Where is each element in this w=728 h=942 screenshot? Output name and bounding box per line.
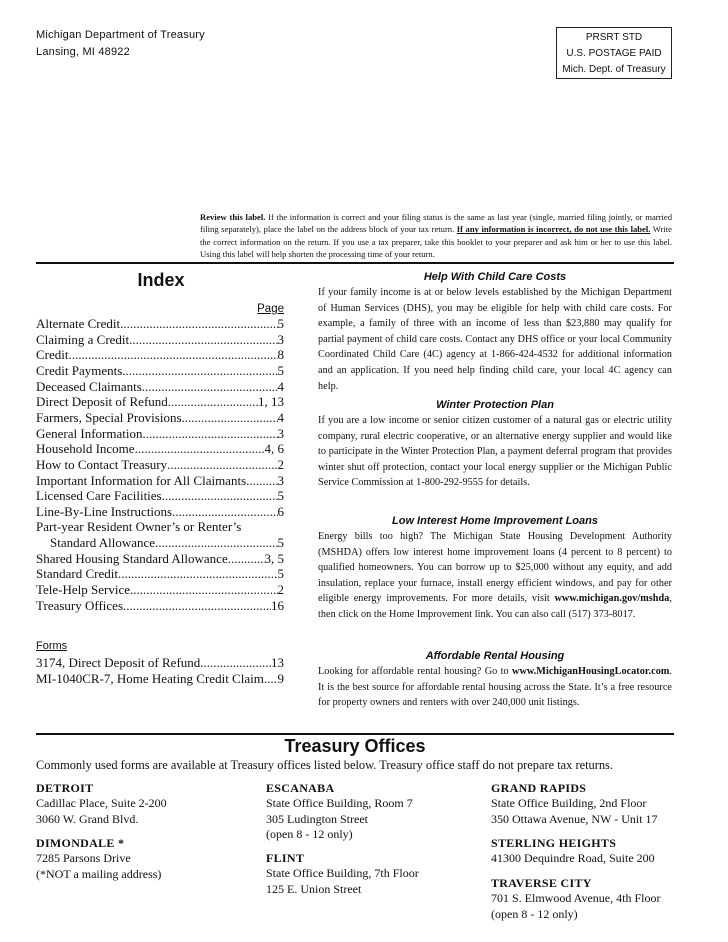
index-entry-page: 5 (277, 535, 284, 551)
office-address-line: 350 Ottawa Avenue, NW - Unit 17 (491, 811, 658, 826)
offices-title: Treasury Offices (284, 736, 426, 756)
index-entry (36, 332, 284, 348)
index-entry-title: Tele-Help Service (36, 582, 131, 598)
section-divider (36, 262, 674, 264)
postage-line: U.S. POSTAGE PAID (566, 48, 662, 59)
dot-leader (142, 426, 277, 442)
office-hours: (open 8 - 12 only) (491, 906, 578, 921)
index-entry (36, 671, 284, 687)
child-care-body: If your family income is at or below levels established by the Michigan Department of Human Services (DHS), you may be eligible for help with child care costs. For example, a family of three with an income of less than $23,880 may qualify for partial payment of child care costs. Contact any DHS office or your local Community Coordinated Child Care (4C) agency at 1-866-424-4532 for additional information and an application. If you need help finding child care, your local 4C agency can help. (318, 287, 672, 392)
review-note-lead: Review this label. (200, 212, 266, 222)
index-entry (36, 363, 284, 379)
index-entry-title: MI-1040CR-7, Home Heating Credit Claim (36, 671, 264, 686)
office-name: STERLING HEIGHTS (491, 836, 617, 850)
section-divider (36, 733, 674, 735)
index-entry (36, 457, 284, 473)
index-entry-title: Line-By-Line Instructions (36, 503, 173, 519)
index-entry (36, 379, 284, 395)
index-entry-title: Credit Payments (36, 362, 123, 378)
office-dimondale (36, 836, 161, 882)
office-grand-rapids (491, 781, 658, 827)
index-entry-title: Shared Housing Standard Allowance (36, 550, 228, 566)
rental-housing-text: . It is the best source for affordable rental housing across the State. It’s a free resource for property owners and renters with over 240,000 unit listings. (318, 666, 672, 709)
index-entry-page: 4, 6 (264, 441, 284, 457)
dot-leader (69, 347, 278, 363)
offices-intro: Commonly used forms are available at Treasury offices listed below. Treasury office staff do not prepare tax returns. (36, 758, 613, 772)
dot-leader (130, 582, 277, 598)
index-entry-page: 3 (277, 331, 284, 347)
review-note-warning: If any information is incorrect, do not use this label. (456, 224, 651, 235)
home-improvement-text: , then click on the Home Improvement link. You can also call (517) 373-8017. (318, 593, 672, 620)
index-entry-page: 1, 13 (258, 394, 284, 410)
child-care-title: Help With Child Care Costs (423, 271, 567, 283)
index-entry-page: 9 (277, 671, 284, 686)
return-address-line1: Michigan Department of Treasury (36, 29, 205, 41)
office-address-line: 305 Ludington Street (266, 811, 368, 826)
index-entry (36, 551, 284, 567)
winter-protection-body: If you are a low income or senior citizen customer of a natural gas or electric utility company, rural electric cooperative, or an alternative energy supplier and would like to participate in the Winter Protection Plan, a payment deferral program that provides winter shut off protection, contact your local energy supplier or the Michigan Public Service Commission at 1-800-292-9555 for details. (318, 415, 672, 489)
index-entry (36, 655, 284, 671)
index-entry-page: 2 (277, 456, 284, 472)
office-flint (266, 851, 419, 897)
index-entry (36, 347, 284, 363)
index-entry-title: Treasury Offices (36, 597, 124, 613)
rental-housing-title: Affordable Rental Housing (425, 650, 565, 662)
dot-leader (228, 551, 265, 567)
dot-leader (123, 598, 271, 614)
index-entry-page: 5 (277, 362, 284, 378)
office-name: TRAVERSE CITY (491, 876, 592, 890)
postage-line: PRSRT STD (585, 32, 643, 43)
dot-leader (162, 488, 278, 504)
index-entry (36, 394, 284, 410)
index-entry-page: 6 (277, 503, 284, 519)
index-entry (36, 519, 284, 535)
office-name: DETROIT (36, 781, 94, 795)
office-address-line: Cadillac Place, Suite 2-200 (36, 796, 167, 811)
rental-housing-body (318, 664, 672, 711)
office-escanaba (266, 781, 413, 843)
office-address-line: 125 E. Union Street (266, 881, 362, 896)
mshda-link[interactable]: www.michigan.gov/mshda (554, 593, 670, 605)
office-detroit (36, 781, 167, 827)
index-entry-page: 5 (277, 566, 284, 582)
index-entry (36, 410, 284, 426)
office-hours: (open 8 - 12 only) (266, 827, 353, 842)
index-entry-title: Standard Allowance (50, 535, 156, 551)
dot-leader (246, 473, 277, 489)
office-address-line: 701 S. Elmwood Avenue, 4th Floor (491, 891, 661, 906)
winter-protection-title: Winter Protection Plan (436, 399, 554, 411)
index-entry (50, 535, 284, 551)
office-address-line: State Office Building, Room 7 (266, 796, 413, 811)
index-entry-page: 3 (277, 425, 284, 441)
office-name: ESCANABA (266, 781, 335, 795)
index-entry-title: Farmers, Special Provisions (36, 409, 182, 425)
index-entry-page: 2 (277, 582, 284, 598)
index-entry-title: Important Information for All Claimants (36, 472, 247, 488)
home-improvement-title: Low Interest Home Improvement Loans (392, 515, 598, 527)
label-review-note (200, 211, 672, 261)
review-note-text: Write the correct information on the return. If you use a tax preparer, take this booklet to your preparer and ask him or her to use this label. Using this label will help shorten the processing time of your return. (200, 224, 672, 260)
home-improvement-body (318, 529, 672, 623)
index-entry-title: Direct Deposit of Refund (36, 394, 168, 410)
return-address (36, 27, 205, 61)
office-traverse-city (491, 876, 660, 922)
index-entry-title: Part-year Resident Owner’s or Renter’s (36, 519, 242, 535)
rental-housing-text: Looking for affordable rental housing? Go to (318, 666, 513, 677)
postage-line: Mich. Dept. of Treasury (562, 64, 666, 75)
index-entry-title: 3174, Direct Deposit of Refund (36, 655, 201, 670)
index-entry-title: Claiming a Credit (36, 331, 130, 347)
index-entry-page: 3, 5 (264, 550, 284, 566)
dot-leader (182, 410, 278, 426)
office-address-line: (*NOT a mailing address) (36, 866, 162, 881)
dot-leader (118, 566, 278, 582)
office-address-line: 7285 Parsons Drive (36, 851, 131, 866)
dot-leader (172, 504, 277, 520)
index-entry-title: Household Income (36, 441, 135, 457)
office-name: DIMONDALE * (36, 836, 125, 850)
dot-leader (142, 379, 278, 395)
dot-leader (122, 363, 277, 379)
forms-label: Forms (36, 640, 68, 652)
dot-leader (120, 316, 277, 332)
index-entry-page: 5 (277, 488, 284, 504)
dot-leader (200, 655, 271, 671)
index-entry-page: 5 (277, 316, 284, 331)
index-entry-page: 3 (277, 472, 284, 488)
index-entry-title: How to Contact Treasury (36, 456, 168, 472)
dot-leader (168, 394, 258, 410)
index-entry-title: Deceased Claimants (36, 378, 142, 394)
index-entry (36, 504, 284, 520)
postage-indicia (556, 27, 672, 79)
dot-leader (167, 457, 277, 473)
index-entry-title: General Information (36, 425, 143, 441)
housing-locator-link[interactable]: www.MichiganHousingLocator.com (512, 666, 670, 677)
index-entry (36, 441, 284, 457)
index-entry (36, 488, 284, 504)
index-entry (36, 598, 284, 614)
review-note-text: If the information is correct and your filing status is the same as last year (single, married filing jointly, or married filing separately), place the label on the address block of your tax return. (200, 212, 672, 235)
index-entry-title: Alternate Credit (36, 316, 121, 331)
dot-leader (129, 332, 277, 348)
return-address-line2: Lansing, MI 48922 (36, 46, 130, 58)
index-entry-title: Standard Credit (36, 566, 118, 582)
office-address-line: 3060 W. Grand Blvd. (36, 811, 139, 826)
page-column-label: Page (257, 303, 284, 315)
office-address-line: 41300 Dequindre Road, Suite 200 (491, 851, 655, 866)
index-entry (36, 566, 284, 582)
index-title: Index (137, 270, 185, 290)
home-improvement-text: Energy bills too high? The Michigan State Housing Development Authority (MSHDA) offers low interest home improvement loans (4 percent to 8 percent) to qualified homeowners. You can borrow up to $25,000 without any equity, and add insulation, replace your furnace, install energy efficient windows, and pay for other eligible energy improvements. For more details, visit (318, 531, 672, 605)
index-entry (36, 582, 284, 598)
index-entry-page: 4 (277, 378, 284, 394)
office-sterling-heights (491, 836, 655, 867)
index-entry-title: Licensed Care Facilities (36, 488, 162, 504)
dot-leader (155, 535, 277, 551)
dot-leader (135, 441, 265, 457)
dot-leader (264, 671, 278, 687)
index-entry (36, 473, 284, 489)
index-entry-page: 4 (277, 409, 284, 425)
index-entry-title: Credit (36, 347, 69, 363)
office-name: FLINT (266, 851, 305, 865)
index-entry (36, 316, 284, 332)
office-address-line: State Office Building, 7th Floor (266, 866, 419, 881)
office-name: GRAND RAPIDS (491, 781, 587, 795)
office-address-line: State Office Building, 2nd Floor (491, 796, 647, 811)
index-entry (36, 426, 284, 442)
index-entry-page: 8 (277, 347, 284, 363)
index-entry-page: 13 (271, 655, 284, 670)
index-entry-page: 16 (271, 597, 284, 613)
